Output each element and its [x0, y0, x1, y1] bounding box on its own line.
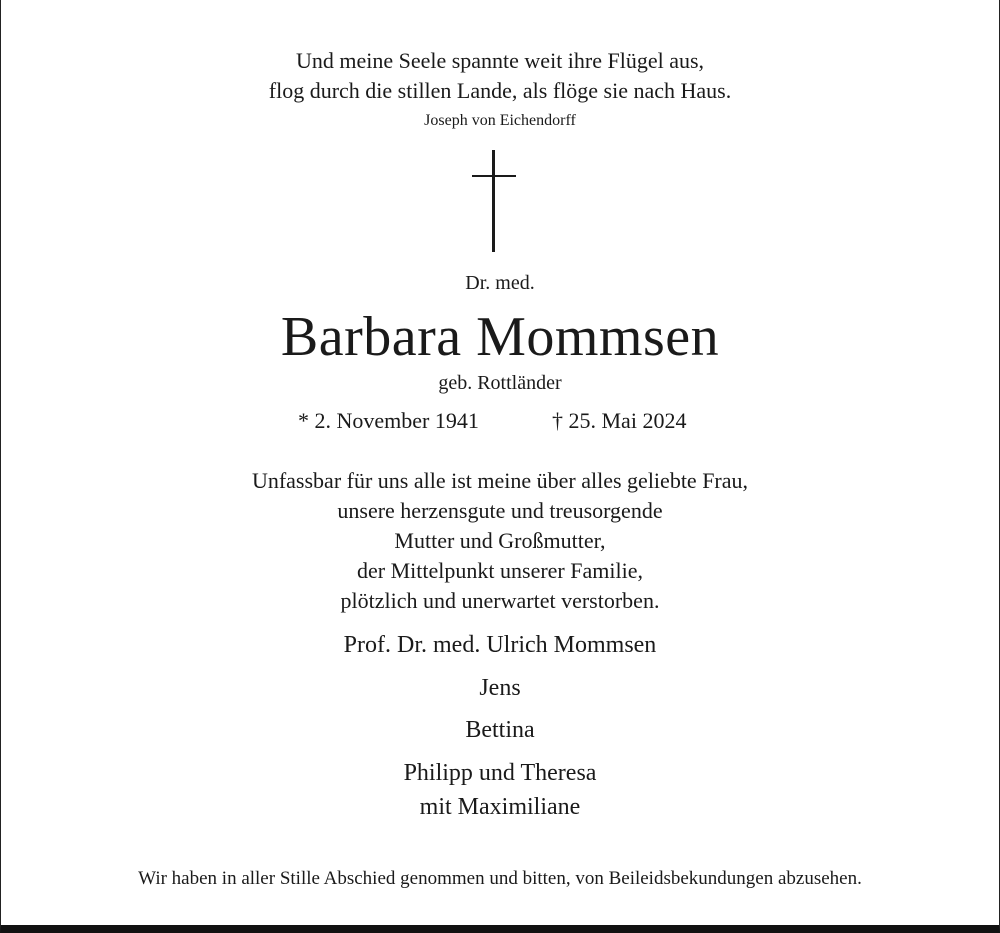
message-line-4: der Mittelpunkt unserer Familie,: [357, 558, 643, 583]
mourner-2: Jens: [479, 675, 521, 701]
academic-title: Dr. med.: [465, 272, 535, 294]
quote-line-2: flog durch die stillen Lande, als flöge sie nach Haus.: [268, 78, 732, 103]
quote-line-1: Und meine Seele spannte weit ihre Flügel aus,: [295, 48, 705, 73]
death-date: † 25. Mai 2024: [552, 408, 687, 433]
message-line-5: plötzlich und unerwartet verstorben.: [340, 588, 660, 613]
quote-author: Joseph von Eichendorff: [424, 112, 576, 129]
footer-note: Wir haben in aller Stille Abschied genommen und bitten, von Beileidsbekundungen abzusehen.: [138, 868, 862, 889]
mourner-4: Philipp und Theresa: [403, 760, 597, 786]
mourner-1: Prof. Dr. med. Ulrich Mommsen: [343, 632, 657, 658]
cross-vertical-bar: [492, 150, 495, 252]
message-line-2: unsere herzensgute und treusorgende: [337, 498, 663, 523]
maiden-name: geb. Rottländer: [438, 372, 562, 394]
mourner-3: Bettina: [465, 717, 535, 743]
message-line-3: Mutter und Großmutter,: [394, 528, 606, 553]
cross-horizontal-bar: [472, 175, 516, 177]
message-line-1: Unfassbar für uns alle ist meine über alles geliebte Frau,: [251, 468, 749, 493]
deceased-name: Barbara Mommsen: [280, 306, 720, 368]
mourner-5: mit Maximiliane: [419, 794, 581, 820]
birth-date: * 2. November 1941: [298, 408, 479, 433]
cross-icon: [472, 150, 516, 252]
